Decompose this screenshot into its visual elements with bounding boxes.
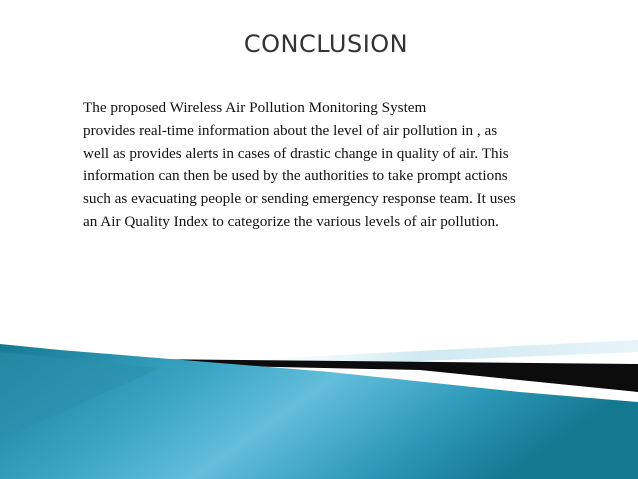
conclusion-paragraph: The proposed Wireless Air Pollution Monitoring System provides real-time information about the level of air pollution in , as well as provides alerts in cases of drastic change in quality of air. This information can then be used by the authorities to take prompt actions such as evacuating people or sending emergency response team. It uses an Air Quality Index to categorize the various levels of air pollution. (83, 99, 516, 230)
slide-title: CONCLUSION (243, 30, 409, 58)
